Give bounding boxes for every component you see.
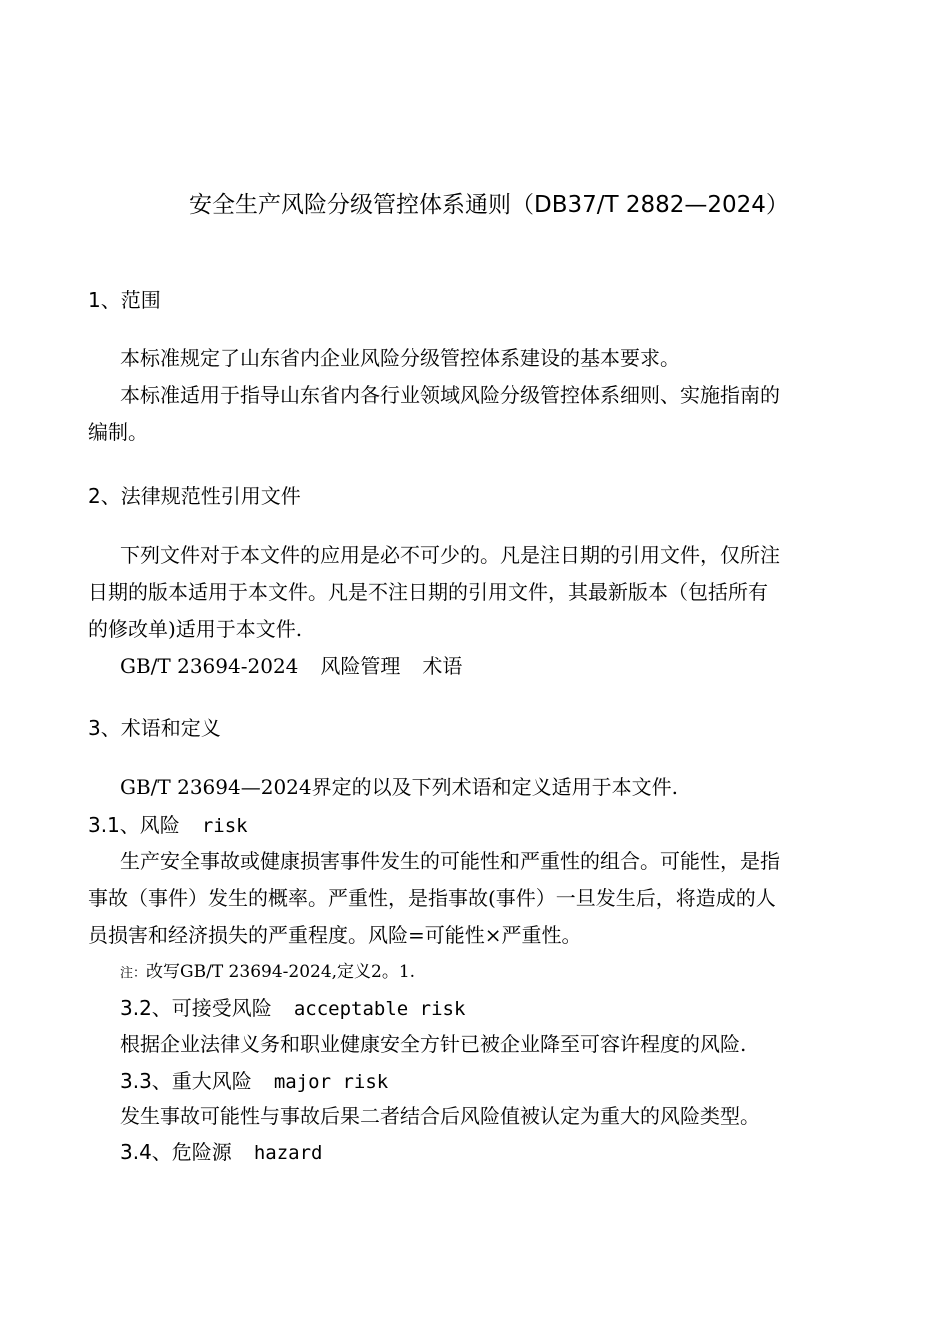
term-3-1-english: risk [201,815,248,837]
term-3-2-heading [120,992,465,1021]
term-3-4-label: 3.4、危险源 [120,1140,232,1164]
term-3-1-note [120,957,415,982]
term-3-2-english: acceptable risk [293,998,466,1020]
section-1-paragraph-2-line-1: 本标准适用于指导山东省内各行业领域风险分级管控体系细则、实施指南的 [120,383,780,407]
term-3-2-definition: 根据企业法律义务和职业健康安全方针已被企业降至可容许程度的风险. [120,1032,747,1056]
term-3-1-label: 3.1、风险 [88,813,180,837]
term-3-3-english: major risk [273,1071,389,1093]
section-2-paragraph-line-1: 下列文件对于本文件的应用是必不可少的。凡是注日期的引用文件，仅所注 [120,543,780,567]
term-3-3-definition: 发生事故可能性与事故后果二者结合后风险值被认定为重大的风险类型。 [120,1104,760,1128]
section-1-paragraph-2-line-2: 编制。 [88,420,148,444]
term-3-1-definition-line-3: 员损害和经济损失的严重程度。风险=可能性×严重性。 [88,923,582,947]
note-prefix: 注： [120,966,147,981]
reference-title-part-2: 术语 [422,654,463,678]
section-3-intro: GB/T 23694—2024界定的以及下列术语和定义适用于本文件. [120,775,678,799]
section-1-heading: 1、范围 [88,288,161,312]
term-3-3-label: 3.3、重大风险 [120,1069,252,1093]
section-2-paragraph-line-2: 日期的版本适用于本文件。凡是不注日期的引用文件，其最新版本（包括所有 [88,580,768,604]
section-3-heading: 3、术语和定义 [88,716,221,740]
reference-title-part-1: 风险管理 [320,654,401,678]
section-2-heading: 2、法律规范性引用文件 [88,484,301,508]
section-2-paragraph-line-3: 的修改单)适用于本文件. [88,617,303,641]
term-3-4-heading [120,1136,322,1165]
term-3-1-definition-line-2: 事故（事件）发生的概率。严重性，是指事故(事件）一旦发生后，将造成的人 [88,886,776,910]
term-3-2-label: 3.2、可接受风险 [120,996,272,1020]
document-title: 安全生产风险分级管控体系通则（DB37/T 2882—2024） [189,192,789,218]
note-text: 改写GB/T 23694-2024,定义2。1. [146,962,416,982]
reference-code: GB/T 23694-2024 [120,654,299,678]
section-1-paragraph-1: 本标准规定了山东省内企业风险分级管控体系建设的基本要求。 [120,346,680,370]
term-3-1-heading [88,809,248,838]
term-3-4-english: hazard [253,1142,323,1164]
normative-reference [120,650,462,679]
term-3-1-definition-line-1: 生产安全事故或健康损害事件发生的可能性和严重性的组合。可能性，是指 [120,849,780,873]
term-3-3-heading [120,1065,388,1094]
